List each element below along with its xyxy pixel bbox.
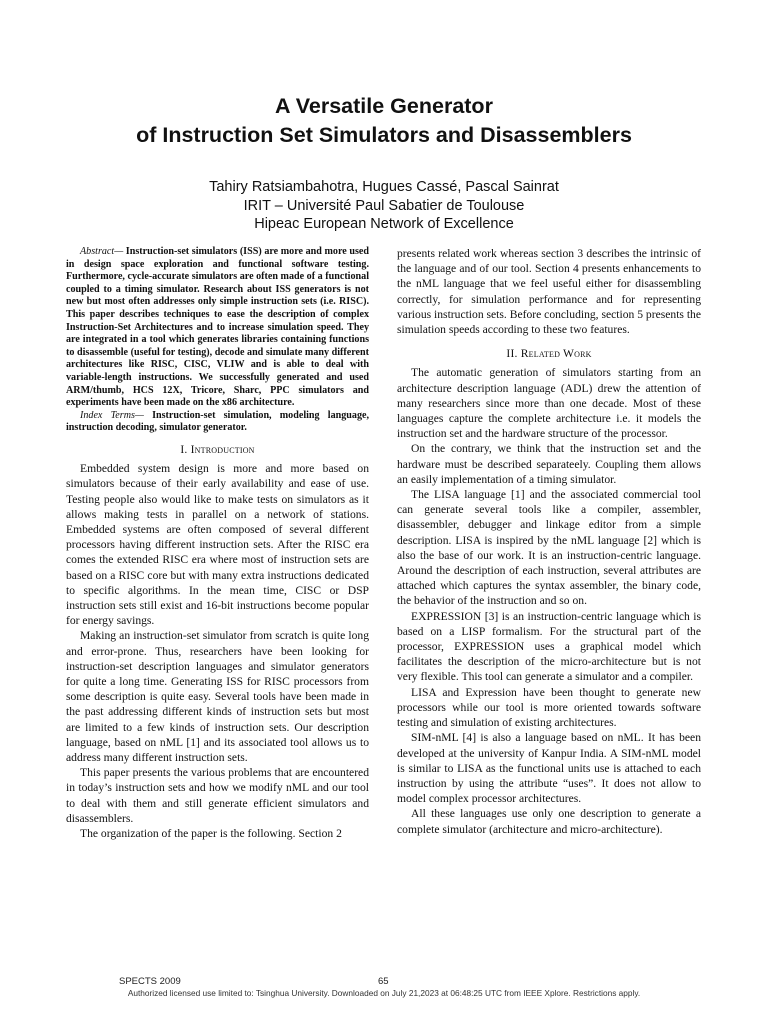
title-line-1: A Versatile Generator [275,94,493,118]
section-number: I. [180,442,188,456]
index-terms-lead: Index Terms— [80,409,144,421]
related-work-paragraph: The automatic generation of simulators starting from an architecture description language (ADL) drew the attention of many researchers since more than one decade. Most of these languages capture the complete architecture i.e. it models the instruction set and the hardware structure of the processor. [397,366,701,441]
index-terms [66,410,369,435]
abstract-lead: Abstract— [80,246,124,257]
author-block [0,178,768,234]
abstract-text: Instruction-set simulators (ISS) are more and more used in design space exploration and functional software testing. Furthermore, cycle-accurate simulators are often made of a functional coupled to a timing simulator. Research about ISS generators is not new but most often addresses only simple instruction sets (i.e. RISC). This paper describes techniques to ease the description of complex Instruction-Set Architectures and to increase simulation speed. They are integrated in a tool which generates libraries containing functions to disassemble (useful for testing), decode and simulate many different architectures like RISC, CISC, VLIW and is able to deal with variable-length instructions. We successfully generated and used ARM/thumb, HCS 12X, Tricore, Sharc, PPC simulators and experiments have been made on the x86 architecture. [66,246,369,409]
section-title: Introduction [190,442,255,456]
paper-title [0,92,768,150]
footer-page-number: 65 [378,976,389,987]
section-number: II. [506,347,518,361]
intro-paragraph: Making an instruction-set simulator from scratch is quite long and error-prone. Thus, researchers have been looking for instruction-set description languages and simulator generators for quite a long time. Generating ISS for RISC processors from some description is quite easy. Several tools have been made in the past addressing different kinds of instruction sets but most are limited to a few kinds of instruction sets. Our description language, based on nML [1] and its associated tool allows us to address many different instruction sets. [66,629,369,764]
section-heading-related-work [397,346,701,361]
affiliation-line-2: Hipeac European Network of Excellence [254,216,514,232]
related-work-paragraph: LISA and Expression have been thought to generate new processors while our tool is more oriented towards software testing and simulation of existing architectures. [397,685,701,730]
index-terms-text: Instruction-set simulation, modeling language, instruction decoding, simulator generator. [66,409,369,434]
author-names: Tahiry Ratsiambahotra, Hugues Cassé, Pascal Sainrat [209,179,559,195]
affiliation-line-1: IRIT – Université Paul Sabatier de Toulouse [243,197,525,214]
section-heading-introduction [66,442,369,457]
intro-paragraph: The organization of the paper is the following. Section 2 [80,826,342,840]
section-title: Related Work [520,347,592,361]
right-column [397,246,701,837]
related-work-paragraph: On the contrary, we think that the instruction set and the hardware must be described separateely. Coupling them allows an easily implementation of a timing simulator. [397,442,701,486]
related-work-paragraph: All these languages use only one description to generate a complete simulator (architecture and micro-architecture). [397,807,701,836]
title-line-2: of Instruction Set Simulators and Disassemblers [136,123,632,147]
related-work-paragraph: EXPRESSION [3] is an instruction-centric language which is based on a LISP formalism. For the structural part of the processor, EXPRESSION uses a graphical model which facilitates the description of the micro-architecture but is not very flexible. This tool can generate a simulator and a compiler. [397,609,701,684]
related-work-paragraph: SIM-nML [4] is also a language based on nML. It has been developed at the university of Kanpur India. A SIM-nML model is similar to LISA as the functional units use is attached to each instruction by using the attribute “uses”. It does not allow to model complex processor architectures. [397,731,701,806]
footer-license-notice: Authorized licensed use limited to: Tsinghua University. Downloaded on July 21,2023 at 06:48:25 UTC from IEEE Xplore. Restrictions apply. [127,988,641,998]
abstract [66,246,369,410]
intro-paragraph: Embedded system design is more and more based on simulators because of their early availability and ease of use. Testing people also would like to make tests on simulators as it allows making tests in parallel on a network of stations. Embedded systems are often composed of several different processors having different instruction sets. After the RISC era comes the extended RISC era where most of instruction sets are based on a RISC core but with many extra instructions dedicated to specific algorithms. In the mean time, CISC or DSP instruction sets still exist and 16-bit instructions become popular for energy savings. [66,462,369,628]
left-column [66,246,369,841]
footer-conference: SPECTS 2009 [119,976,181,987]
intro-continuation-paragraph: presents related work whereas section 3 describes the intrinsic of the language and of our tool. Section 4 presents enhancements to the nML language that we feel useful either for disassembling correctly, for simulation performance and for representing various instruction sets. Before concluding, section 5 presents the simulation speeds according to these two features. [397,247,701,337]
related-work-paragraph: The LISA language [1] and the associated commercial tool can generate several tools like a compiler, assembler, disassembler, debugger and linkage editor from a simple description. LISA is inspired by the nML language [2] which is also the base of our work. It is an instruction-centric language. Around the description of each instruction, several attributes are attached which captures the syntax assembler, the binary code, the behavior of the instruction and so on. [397,488,701,608]
intro-paragraph: This paper presents the various problems that are encountered in today’s instruction sets and how we modify nML and our tool to deal with them and still generate efficient simulators and disassemblers. [66,766,369,825]
